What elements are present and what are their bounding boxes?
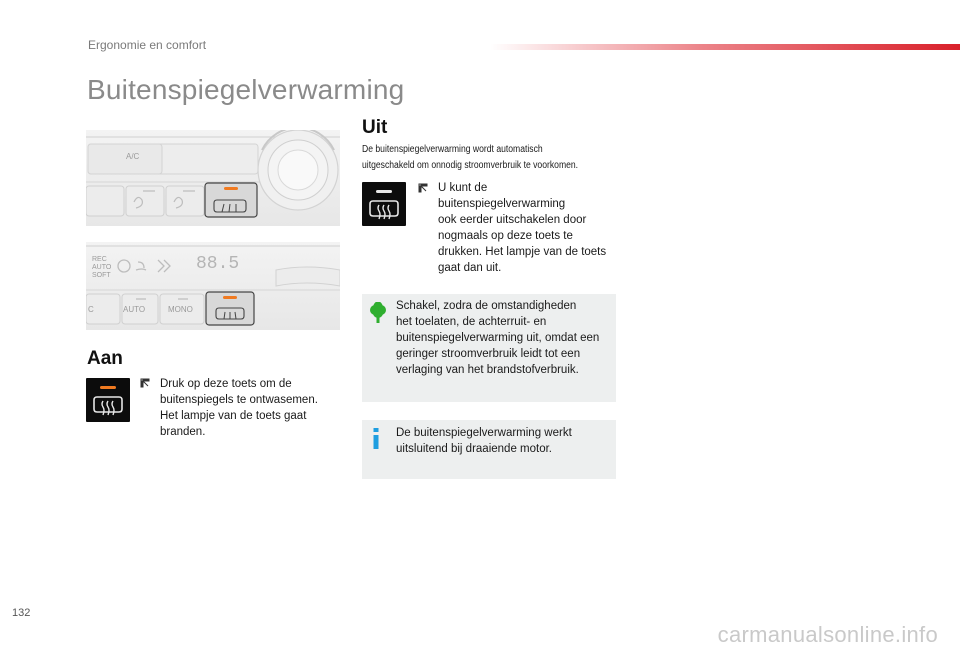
info-note-box xyxy=(362,420,616,479)
uit-instruction-line: buitenspiegelverwarming xyxy=(438,198,566,210)
climate-panel-bottom-illustration xyxy=(86,242,340,330)
page-number: 132 xyxy=(12,607,31,619)
auto-soft-label: AUTO xyxy=(92,264,112,271)
ac-label: A/C xyxy=(126,152,140,161)
eco-tip-line: Schakel, zodra de omstandigheden xyxy=(396,300,577,312)
tree-icon xyxy=(368,302,388,324)
indicator-led-on xyxy=(100,386,116,389)
eco-tip-text xyxy=(396,298,599,378)
uit-bullet xyxy=(418,183,428,196)
uit-instruction xyxy=(438,180,606,276)
eco-tip-line: het toelaten, de achterruit- en xyxy=(396,316,547,328)
rec-label: REC xyxy=(92,256,107,263)
info-note-line: De buitenspiegelverwarming werkt xyxy=(396,427,572,439)
aan-instruction-line: branden. xyxy=(160,426,206,438)
eco-tip-line: geringer stroomverbruik leidt tot een xyxy=(396,348,581,360)
uit-instruction-line: drukken. Het lampje van de toets xyxy=(438,246,607,258)
panel-top-drawing xyxy=(86,130,340,226)
page-title: Buitenspiegelverwarming xyxy=(87,74,405,105)
soft-label: SOFT xyxy=(92,272,111,279)
mirror-defrost-icon xyxy=(369,199,399,221)
info-note-text xyxy=(396,425,572,457)
aan-instruction xyxy=(160,376,318,440)
aan-bullet xyxy=(140,378,150,391)
mirror-defrost-button-off xyxy=(362,182,406,226)
climate-panel-top-illustration xyxy=(86,130,340,226)
indicator-led-off xyxy=(376,190,392,193)
mirror-defrost-button-on xyxy=(86,378,130,422)
mirror-defrost-icon xyxy=(93,395,123,417)
info-note-line: uitsluitend bij draaiende motor. xyxy=(396,443,552,455)
aan-instruction-line: buitenspiegels te ontwasemen. xyxy=(160,394,318,406)
c-label: C xyxy=(88,305,94,314)
aan-instruction-line: Het lampje van de toets gaat xyxy=(160,410,307,422)
uit-instruction-line: ook eerder uitschakelen door xyxy=(438,214,587,226)
uit-heading: Uit xyxy=(362,117,388,138)
arrow-bullet-icon xyxy=(418,183,428,193)
section-label: Ergonomie en comfort xyxy=(88,38,207,52)
eco-tip-line: verlaging van het brandstofverbruik. xyxy=(396,364,579,376)
eco-tip-box xyxy=(362,294,616,402)
info-icon xyxy=(371,428,381,450)
aan-instruction-line: Druk op deze toets om de xyxy=(160,378,292,390)
uit-intro xyxy=(362,142,620,174)
aan-heading: Aan xyxy=(87,348,123,369)
uit-intro-line: De buitenspiegelverwarming wordt automatisch xyxy=(362,144,543,155)
watermark: carmanualsonline.info xyxy=(717,622,938,647)
header-accent-line xyxy=(490,44,960,50)
auto-label: AUTO xyxy=(123,305,146,314)
uit-instruction-line: U kunt de xyxy=(438,182,488,194)
uit-instruction-line: nogmaals op deze toets te xyxy=(438,230,573,242)
temperature-display: 88.5 xyxy=(196,254,240,274)
mono-label: MONO xyxy=(168,305,193,314)
uit-intro-line: uitgeschakeld om onnodig stroomverbruik te voorkomen. xyxy=(362,160,579,171)
uit-instruction-line: gaat dan uit. xyxy=(438,262,502,274)
arrow-bullet-icon xyxy=(140,378,150,388)
eco-tip-line: buitenspiegelverwarming uit, omdat een xyxy=(396,332,600,344)
